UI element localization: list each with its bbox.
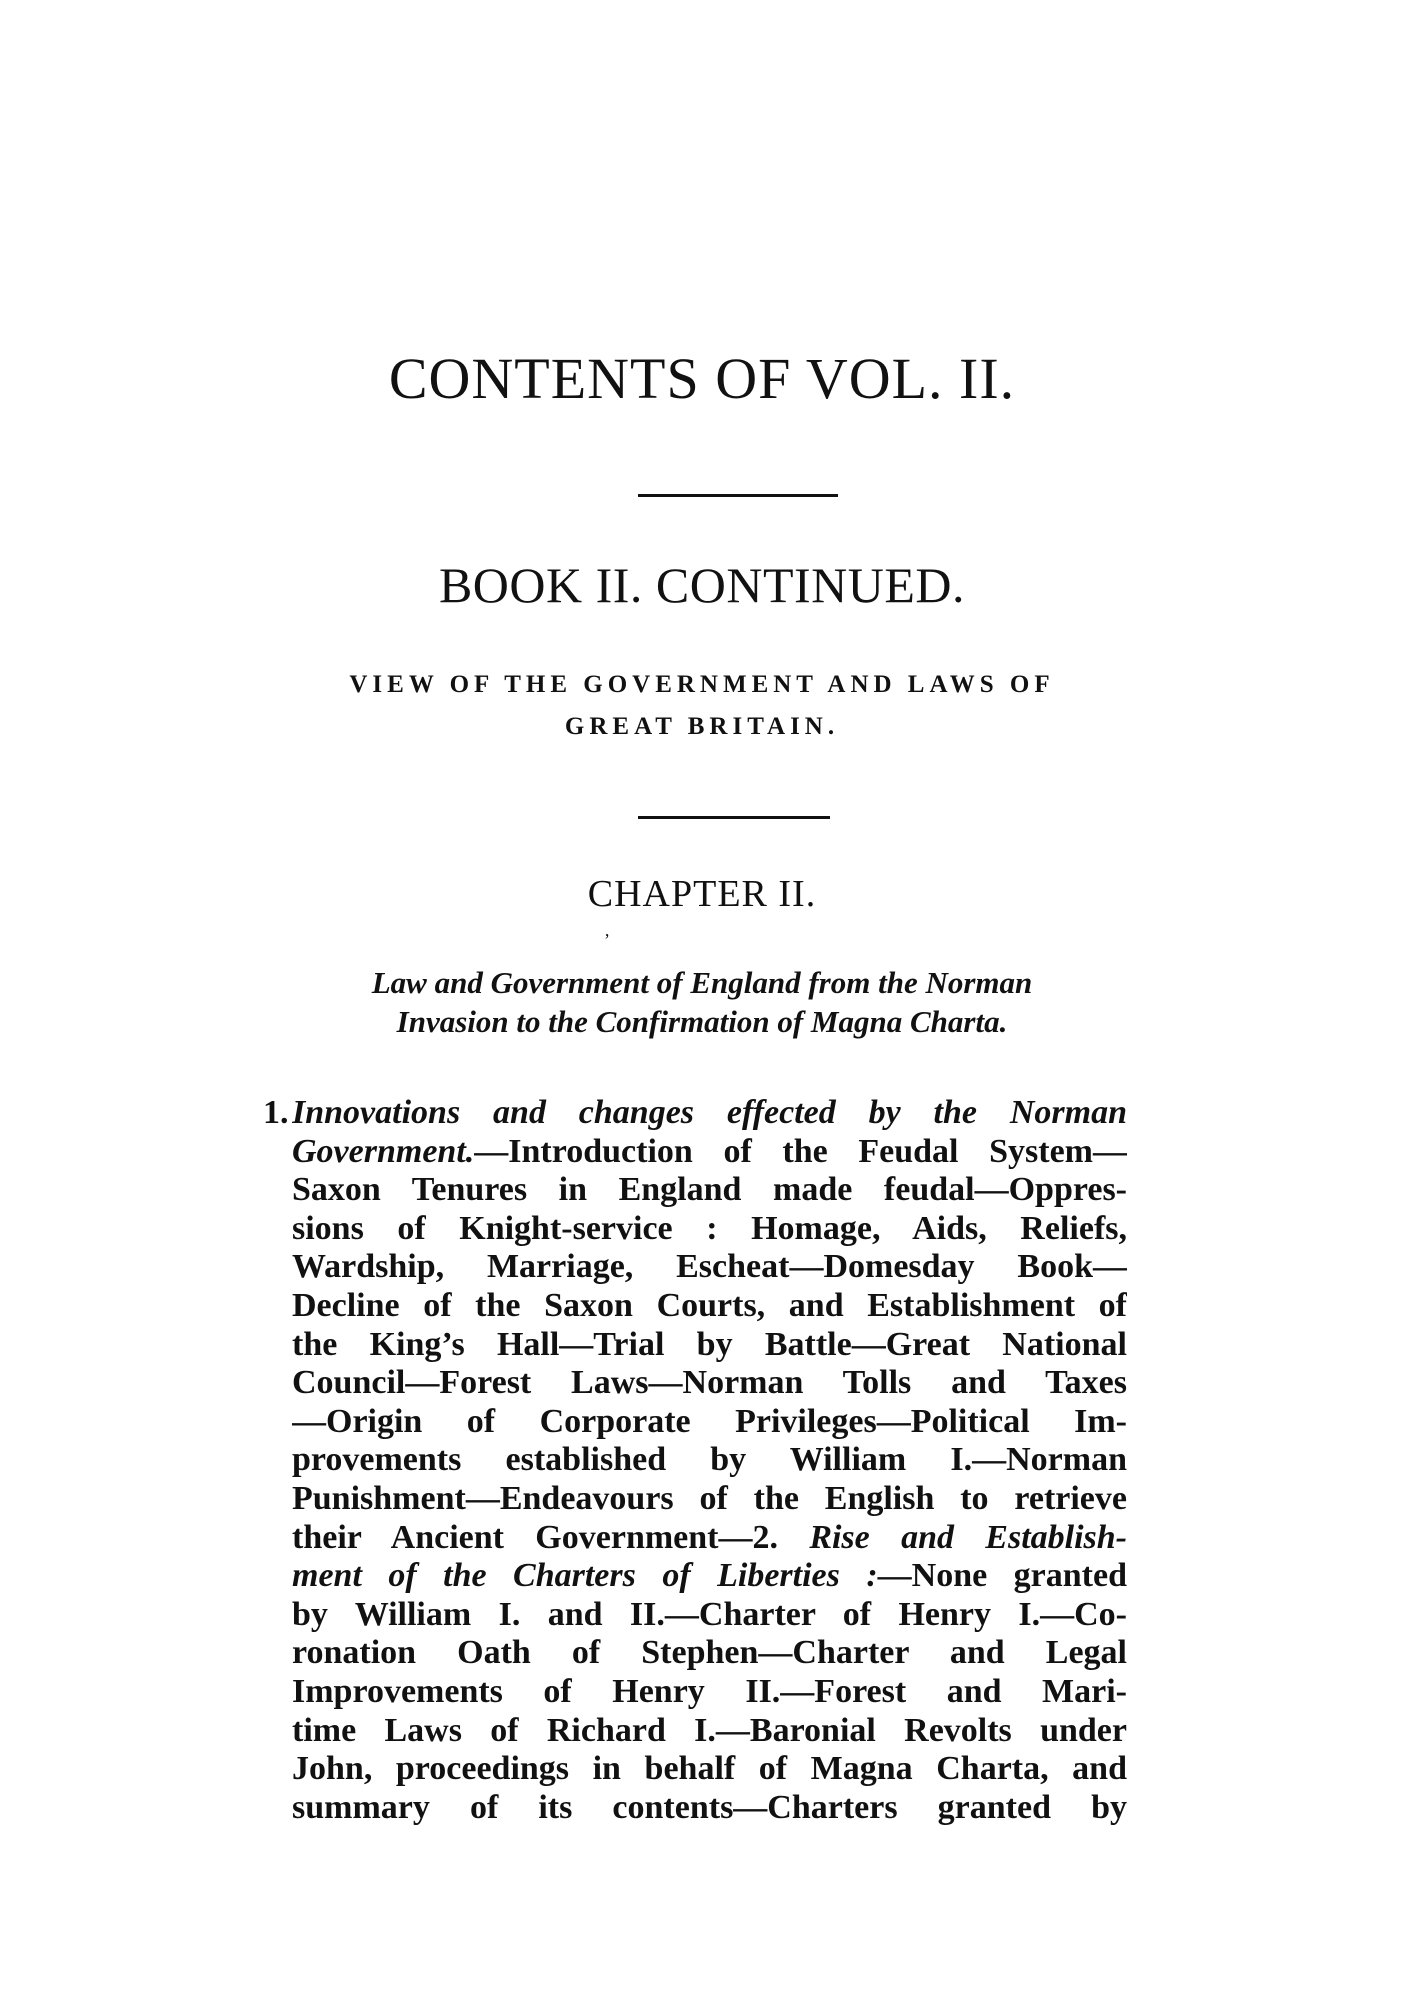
body-line-text: provements established by William I.—Norman <box>292 1441 1127 1479</box>
body-line <box>292 1750 1127 1789</box>
body-line-text: —None granted <box>877 1557 1127 1595</box>
body-line-text: John, proceedings in behalf of Magna Charta, and <box>292 1750 1127 1788</box>
body-line-text: Saxon Tenures in England made feudal—Oppres- <box>292 1171 1127 1209</box>
body-line-text: —Introduction of the Feudal System— <box>474 1132 1127 1170</box>
body-line <box>292 1403 1127 1442</box>
section-body <box>292 1094 1127 1827</box>
book-rule <box>638 816 830 819</box>
body-line <box>292 1210 1127 1249</box>
body-line <box>292 1596 1127 1635</box>
body-line-text: their Ancient Government—2. <box>292 1518 810 1556</box>
body-line <box>292 1673 1127 1712</box>
body-line-text: by William I. and II.—Charter of Henry I.—Co- <box>292 1595 1127 1633</box>
body-line-text: Improvements of Henry II.—Forest and Mari- <box>292 1672 1127 1710</box>
body-line-text: ronation Oath of Stephen—Charter and Legal <box>292 1634 1127 1672</box>
body-line <box>292 1634 1127 1673</box>
body-line <box>292 1364 1127 1403</box>
chapter-subtitle-line-1: Law and Government of England from the Norman <box>371 965 1033 1000</box>
body-line-text: Council—Forest Laws—Norman Tolls and Taxes <box>292 1364 1127 1402</box>
body-line <box>292 1094 1127 1133</box>
body-line <box>292 1326 1127 1365</box>
body-line-text: Punishment—Endeavours of the English to retrieve <box>292 1479 1127 1517</box>
body-line-italic-after: Rise and Establish- <box>809 1518 1127 1556</box>
book-subtitle-line-2: GREAT BRITAIN. <box>564 713 840 740</box>
body-line <box>292 1287 1127 1326</box>
body-line <box>292 1557 1127 1596</box>
body-line-text: Decline of the Saxon Courts, and Establishment of <box>292 1286 1127 1324</box>
chapter-heading: CHAPTER II. <box>587 873 817 915</box>
chapter-print-mark: ’ <box>604 930 610 950</box>
chapter-subtitle-line-2: Invasion to the Confirmation of Magna Charta. <box>396 1004 1008 1039</box>
page-title: CONTENTS OF VOL. II. <box>388 346 1016 411</box>
body-line-italic: Innovations and changes effected by the Norman <box>292 1094 1127 1131</box>
body-line <box>292 1248 1127 1287</box>
body-line-text: Wardship, Marriage, Escheat—Domesday Book— <box>292 1248 1127 1286</box>
title-rule <box>638 494 838 497</box>
book-title: BOOK II. CONTINUED. <box>438 557 966 613</box>
body-line-text: the King’s Hall—Trial by Battle—Great National <box>292 1325 1127 1363</box>
body-line-italic: Government. <box>292 1132 475 1170</box>
body-line <box>292 1171 1127 1210</box>
section-number: 1. <box>263 1094 289 1131</box>
body-line-text: sions of Knight-service : Homage, Aids, Reliefs, <box>292 1209 1127 1247</box>
body-line <box>292 1480 1127 1519</box>
body-line <box>292 1441 1127 1480</box>
body-line <box>292 1789 1127 1828</box>
body-line-text: time Laws of Richard I.—Baronial Revolts under <box>292 1711 1127 1749</box>
body-line-italic: ment of the Charters of Liberties : <box>292 1557 878 1595</box>
body-line <box>292 1133 1127 1172</box>
body-line-text: —Origin of Corporate Privileges—Political Im- <box>292 1402 1127 1440</box>
book-subtitle-line-1: VIEW OF THE GOVERNMENT AND LAWS OF <box>349 671 1055 698</box>
body-line-text: summary of its contents—Charters granted by <box>292 1788 1127 1826</box>
body-line <box>292 1712 1127 1751</box>
body-line <box>292 1519 1127 1558</box>
